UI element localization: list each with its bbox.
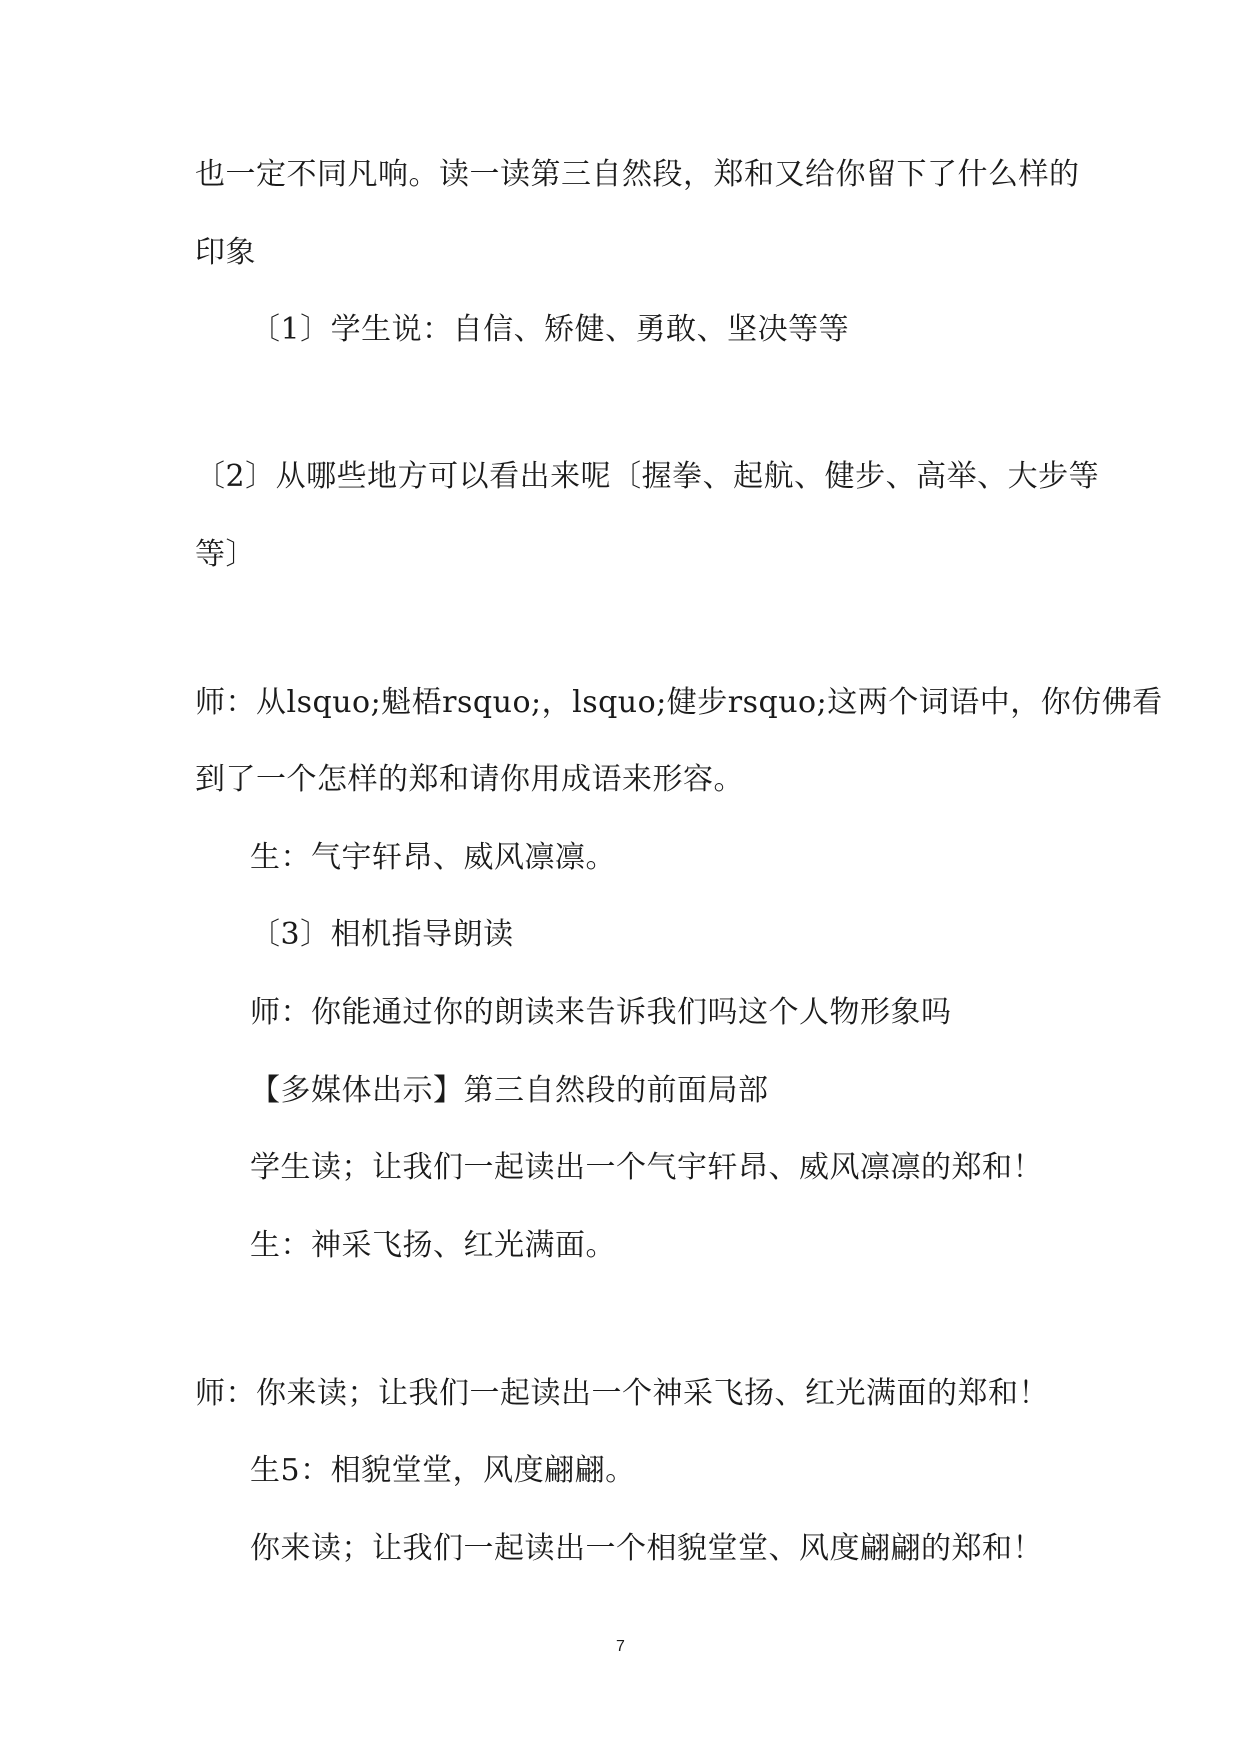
text-line-5: 等〕 <box>195 537 256 572</box>
text-line-9: 〔3〕相机指导朗读 <box>250 917 514 952</box>
text-line-3: 〔1〕学生说：自信、矫健、勇敢、坚决等等 <box>250 312 850 347</box>
text-line-14: 师：你来读；让我们一起读出一个神采飞扬、红光满面的郑和！ <box>195 1376 1049 1411</box>
text-line-8: 生：气宇轩昂、威风凛凛。 <box>250 840 616 875</box>
text-line-16: 你来读；让我们一起读出一个相貌堂堂、风度翩翩的郑和！ <box>250 1531 1043 1566</box>
text-line-13: 生：神采飞扬、红光满面。 <box>250 1228 616 1263</box>
text-line-10: 师：你能通过你的朗读来告诉我们吗这个人物形象吗 <box>250 995 952 1030</box>
text-line-6: 师：从lsquo;魁梧rsquo;，lsquo;健步rsquo;这两个词语中，你仿佛看 <box>195 685 1163 720</box>
text-line-12: 学生读；让我们一起读出一个气宇轩昂、威风凛凛的郑和！ <box>250 1150 1043 1185</box>
text-line-2: 印象 <box>195 235 256 270</box>
text-line-11: 【多媒体出示】第三自然段的前面局部 <box>250 1073 769 1108</box>
page-number: 7 <box>616 1638 625 1655</box>
text-line-1: 也一定不同凡响。读一读第三自然段，郑和又给你留下了什么样的 <box>195 157 1080 192</box>
text-line-15: 生5：相貌堂堂，风度翩翩。 <box>250 1453 636 1488</box>
text-line-4: 〔2〕从哪些地方可以看出来呢〔握拳、起航、健步、高举、大步等 <box>195 459 1100 494</box>
text-line-7: 到了一个怎样的郑和请你用成语来形容。 <box>195 762 744 797</box>
